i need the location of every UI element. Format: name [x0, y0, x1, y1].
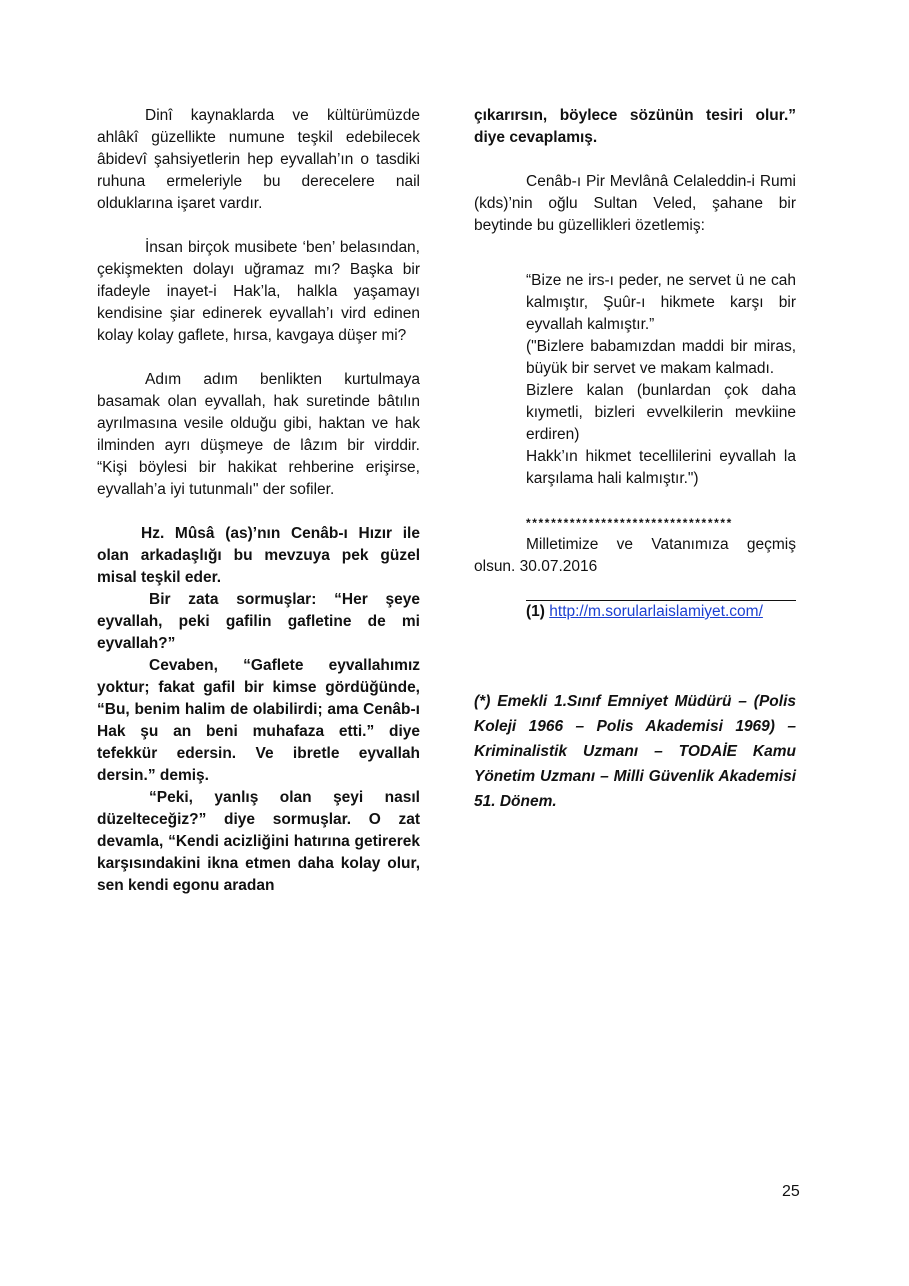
- closing-paragraph: Milletimize ve Vatanımıza geçmiş olsun. 30.07.2016: [474, 536, 796, 575]
- quote-line: “Bize ne irs-ı peder, ne servet ü ne cah kalmıştır, Şuûr-ı hikmete karşı bir eyvallah kalmıştır.”: [526, 272, 796, 333]
- quote-line: Hakk’ın hikmet tecellilerini eyvallah la karşılama hali kalmıştır."): [526, 448, 796, 487]
- footnote-link[interactable]: http://m.sorularlaislamiyet.com/: [549, 603, 763, 620]
- quote-line: ("Bizlere babamızdan maddi bir miras, büyük bir servet ve makam kalmadı.: [526, 338, 796, 377]
- right-column: [474, 105, 796, 814]
- author-note: (*) Emekli 1.Sınıf Emniyet Müdürü – (Polis Koleji 1966 – Polis Akademisi 1969) – Kriminalistik Uzmanı – TODAİE Kamu Yönetim Uzmanı – Milli Güvenlik Akademisi 51. Dönem.: [474, 693, 796, 810]
- footnote-marker: (1): [526, 603, 545, 620]
- paragraph: İnsan birçok musibete ‘ben’ belasından, çekişmekten dolayı uğramaz mı? Başka bir ifadeyle inayet-i Hak’la, halkla yaşamayı kendisine şiar edinerek eyvallah’ı vird edinen kolay kolay gaflete, hırsa, kavgaya düşer mi?: [97, 239, 420, 344]
- poem-quote: [526, 270, 796, 490]
- paragraph: Dinî kaynaklarda ve kültürümüzde ahlâkî güzellikte numune teşkil edebilecek âbidevî şahsiyetlerin hep eyvallah’ın o tasdiki ruhuna ermeleriyle bu derecelere nail olduklarına işaret vardır.: [97, 107, 420, 212]
- footnote: [526, 601, 796, 623]
- paragraph: Adım adım benlikten kurtulmaya basamak olan eyvallah, hak suretinde bâtılın ayrılmasına vesile olduğu gibi, haktan ve hak ilminden ayrı düşmeye de lâzım bir virddir. “Kişi böylesi bir hakikat rehberine erişirse, eyvallah’a iyi tutunmalı" der sofiler.: [97, 371, 420, 498]
- left-column: [97, 105, 420, 897]
- paragraph: Cevaben, “Gaflete eyvallahımız yoktur; fakat gafil bir kimse gördüğünde, “Bu, benim halim de olabilirdi; ama Cenâb-ı Hak şu an beni muhafaza etti.” diye tefekkür edersin. Ve ibretle eyvallah dersin.” demiş.: [97, 657, 420, 784]
- separator-stars: *********************************: [526, 516, 733, 530]
- page-number: 25: [782, 1183, 800, 1200]
- paragraph: Bir zata sormuşlar: “Her şeye eyvallah, peki gafilin gafletine de mi eyvallah?”: [97, 591, 420, 652]
- paragraph: çıkarırsın, böylece sözünün tesiri olur.” diye cevaplamış.: [474, 107, 796, 146]
- paragraph: “Peki, yanlış olan şeyi nasıl düzelteceğiz?” diye sormuşlar. O zat devamla, “Kendi acizliğini hatırına getirerek karşısındakini ikna etmen daha kolay olur, sen kendi egonu aradan: [97, 789, 420, 894]
- quote-line: Bizlere kalan (bunlardan çok daha kıymetli, bizleri evvelkilerin mevkiine erdiren): [526, 382, 796, 443]
- paragraph: Cenâb-ı Pir Mevlânâ Celaleddin-i Rumi (kds)’nin oğlu Sultan Veled, şahane bir beytinde bu güzellikleri özetlemiş:: [474, 173, 796, 234]
- paragraph: Hz. Mûsâ (as)’nın Cenâb-ı Hızır ile olan arkadaşlığı bu mevzuya pek güzel misal teşkil eder.: [97, 525, 420, 586]
